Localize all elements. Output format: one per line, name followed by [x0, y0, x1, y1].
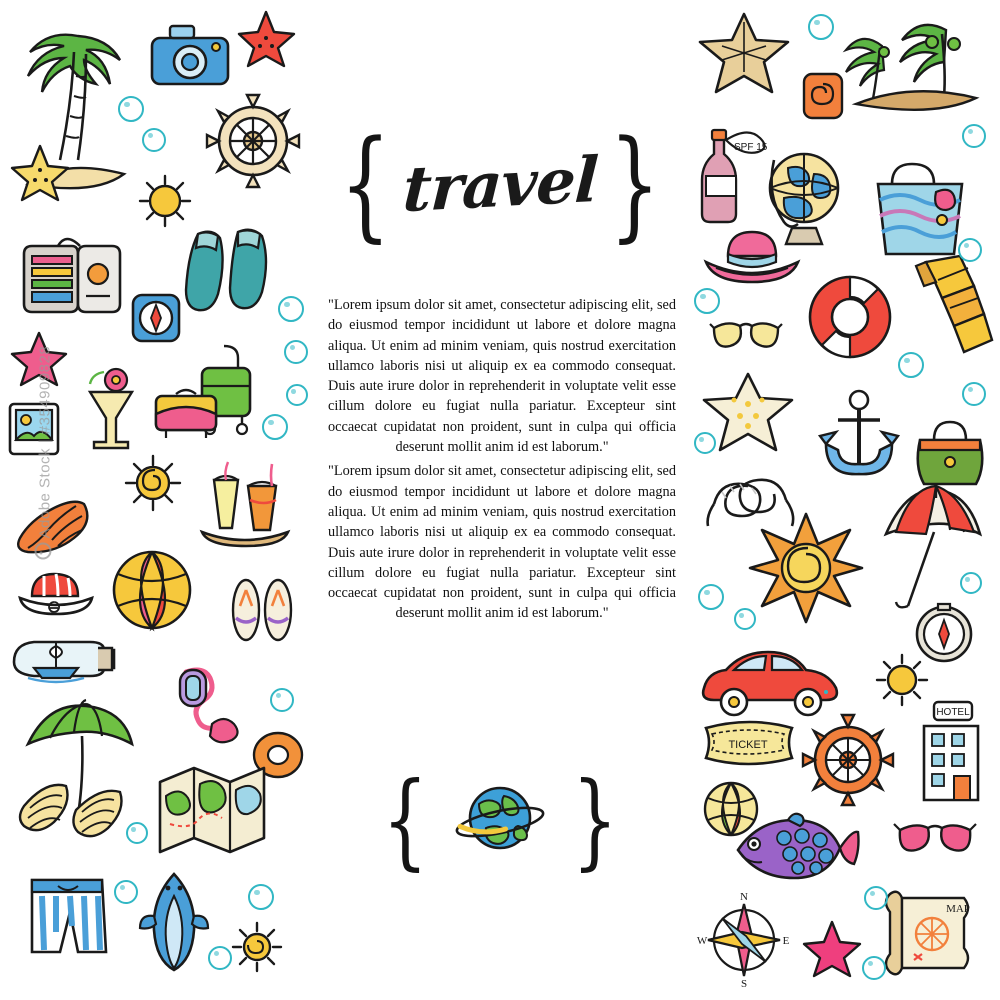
bubble-icon	[278, 296, 304, 322]
starfish-red-icon	[236, 8, 296, 70]
globe-brace-left-icon: {	[382, 759, 428, 881]
starfish-magenta-icon	[800, 918, 864, 978]
sun-star-icon	[746, 510, 866, 626]
sailor-hat-icon	[14, 566, 96, 622]
bubble-icon	[898, 352, 924, 378]
compass-icon	[128, 290, 184, 346]
paragraph-1: "Lorem ipsum dolor sit amet, consectetur adipiscing elit, sed do eiusmod tempor incididunt ut labore et dolore magna aliqua. Ut enim ad minim veniam, quis nostrud exercitation ullamco laboris nisi ut aliquip ex ea commodo consequat. Duis aute irure dolor in reprehenderit in voluptate velit esse cillum dolore eu fugiat nulla pariatur. Excepteur sint occaecat cupidatat non proident, sunt in culpa qui officia deserunt mollit anim id est laborum."	[328, 297, 676, 456]
bubble-icon	[208, 946, 232, 970]
bubble-icon	[270, 688, 294, 712]
treasure-map-icon	[874, 884, 984, 982]
bubble-icon	[262, 414, 288, 440]
sunglasses-pink-icon	[892, 816, 978, 864]
bubble-icon	[126, 822, 148, 844]
svg-text:E: E	[782, 935, 790, 947]
svg-text:N: N	[740, 891, 748, 903]
bubble-icon	[248, 884, 274, 910]
map-label: MAP	[946, 903, 970, 915]
hotel-icon	[908, 696, 994, 806]
ships-wheel-orange-icon	[800, 712, 896, 808]
spf-label: SPF 15	[734, 142, 768, 153]
bubble-icon	[808, 14, 834, 40]
handbag-icon	[912, 414, 988, 492]
body-text	[328, 295, 676, 628]
title-block	[320, 114, 680, 254]
swim-shorts-icon	[22, 866, 112, 968]
starfish-tan-icon	[694, 10, 794, 96]
globe-icon	[452, 776, 548, 865]
dolphin-icon	[138, 866, 210, 976]
brace-left-icon: {	[339, 114, 391, 254]
ticket-label: TICKET	[728, 739, 768, 751]
convertible-car-icon	[694, 638, 848, 718]
center-content-column	[320, 0, 680, 1000]
swirl-icon	[800, 70, 846, 122]
ticket-icon	[700, 714, 796, 772]
brace-right-icon: }	[609, 114, 661, 254]
compass-rose-icon	[698, 888, 790, 988]
drinks-tray-icon	[192, 452, 298, 556]
ships-wheel-icon	[204, 92, 302, 190]
starfish-yellow-icon	[8, 142, 72, 204]
bubble-icon	[958, 238, 982, 262]
bubble-icon	[286, 384, 308, 406]
bubble-icon	[694, 432, 716, 454]
svg-text:W: W	[696, 935, 708, 947]
globe-brace-right-icon: }	[572, 759, 618, 881]
sun-icon	[134, 170, 196, 232]
bubble-icon	[284, 340, 308, 364]
lifebuoy-icon	[804, 272, 896, 362]
sun-small-icon	[228, 918, 286, 976]
beach-bag-icon	[868, 158, 972, 264]
bubble-icon	[118, 96, 144, 122]
paragraph-2: "Lorem ipsum dolor sit amet, consectetur adipiscing elit, sed do eiusmod tempor incididunt ut labore et dolore magna aliqua. Ut enim ad minim veniam, quis nostrud exercitation ullamco laboris nisi ut aliquip ex ea commodo consequat. Duis aute irure dolor in reprehenderit in voluptate velit esse cillum dolore eu fugiat nulla pariatur. Excepteur sint occaecat cupidatat non proident, sunt in culpa qui officia deserunt mollit anim id est laborum."	[328, 463, 676, 622]
bubble-icon	[960, 572, 982, 594]
bubble-icon	[864, 886, 888, 910]
watermark-logo-icon	[35, 543, 52, 560]
beach-ball-icon	[108, 546, 196, 634]
watermark-text: Adobe Stock | #354909828	[36, 345, 54, 539]
bubble-icon	[114, 880, 138, 904]
flippers-icon	[180, 226, 276, 316]
bubble-icon	[698, 584, 724, 610]
globe-block	[320, 760, 680, 880]
svg-text:S: S	[740, 978, 748, 990]
fish-icon	[728, 812, 858, 888]
wine-bottle-icon	[692, 118, 768, 226]
watermark	[35, 300, 54, 560]
sun-spiral-icon	[120, 450, 186, 516]
bubble-icon	[142, 128, 166, 152]
ship-in-bottle-icon	[6, 626, 118, 706]
camera-icon	[146, 18, 236, 90]
seashell-icon	[16, 492, 92, 558]
suitcase-pink-icon	[150, 382, 224, 444]
palm-island-icon	[842, 12, 990, 132]
cocktail-icon	[76, 362, 146, 460]
map-icon	[154, 760, 270, 860]
hotel-label: HOTEL	[936, 707, 970, 718]
bubble-icon	[824, 690, 828, 694]
sunglasses-yellow-icon	[708, 314, 784, 360]
page-title: travel	[400, 142, 600, 227]
flip-flops-icon	[228, 576, 298, 646]
bubble-icon	[962, 124, 986, 148]
bubble-icon	[962, 382, 986, 406]
sun-hat-icon	[702, 224, 802, 288]
bubble-icon	[694, 288, 720, 314]
bubble-icon	[862, 956, 886, 980]
inflatable-ring-icon	[168, 662, 248, 744]
anchor-icon	[814, 386, 904, 490]
suitcase-open-icon	[14, 224, 129, 329]
bubble-icon	[734, 608, 756, 630]
